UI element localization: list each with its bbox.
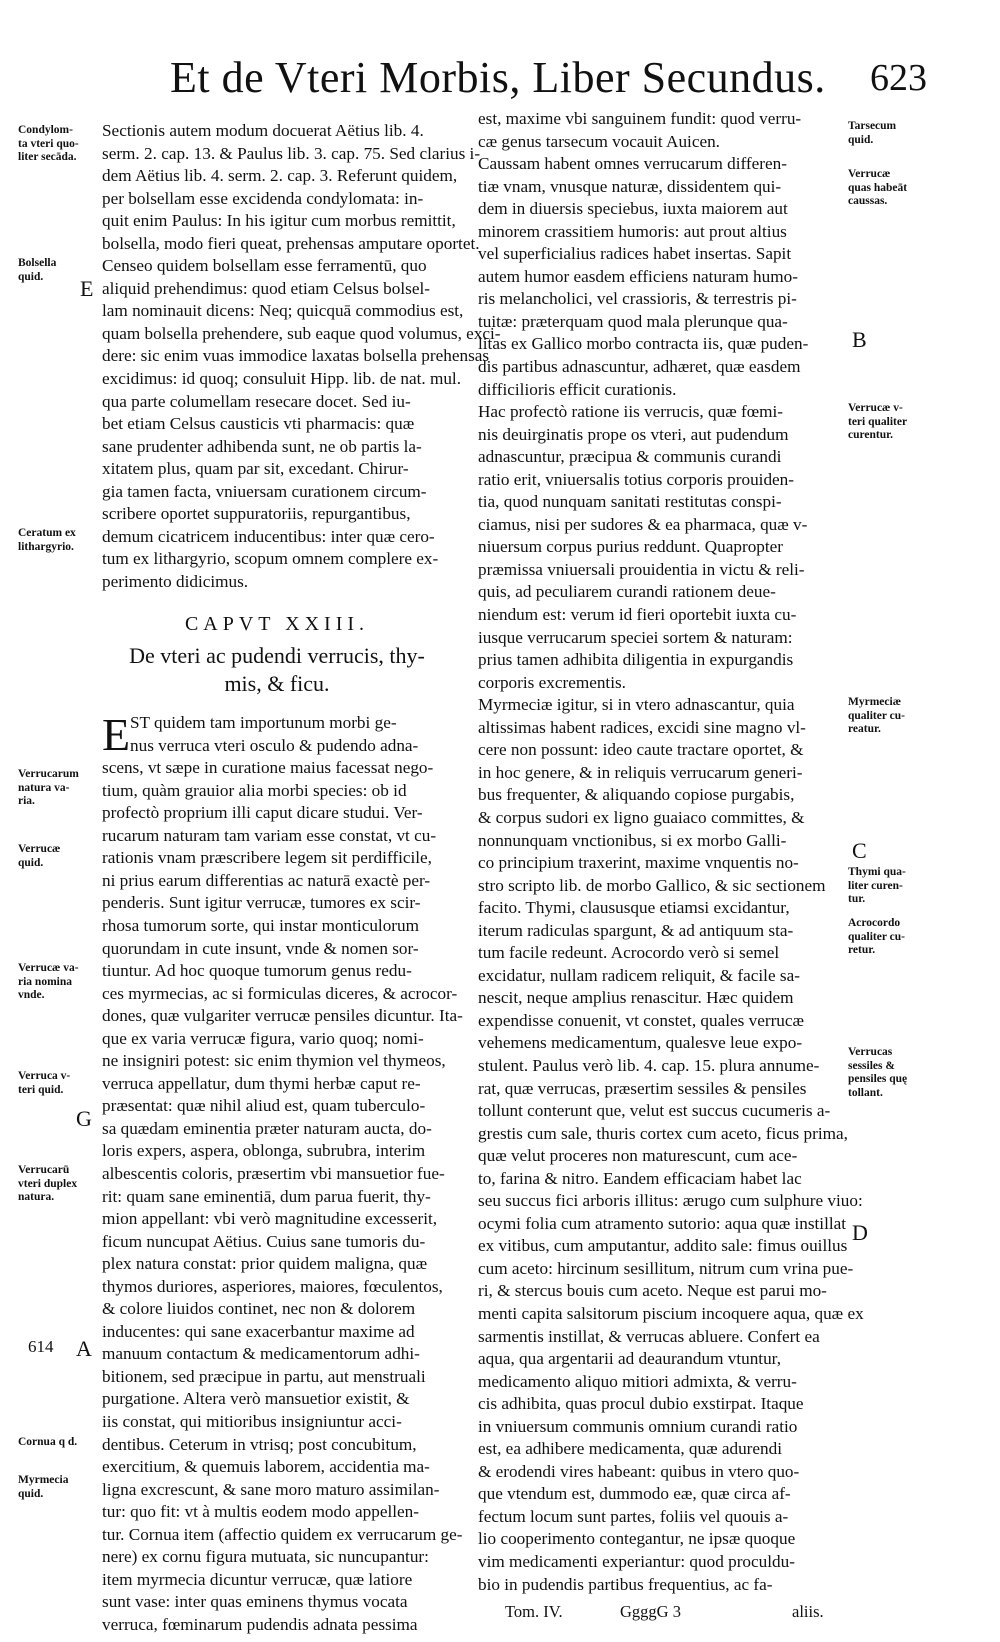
running-head	[170, 52, 970, 112]
text-line: xitatem plus, quam par sit, excedant. Chirur-	[102, 459, 409, 479]
text-line: ratio erit, vniuersalis totius corporis prouiden-	[478, 469, 794, 489]
margin-note-line: Acrocordo	[848, 917, 901, 929]
chapter-heading: CAPVT XXIII.	[184, 613, 370, 636]
text-line: tium, quàm grauior alia morbi species: ob id	[102, 780, 407, 800]
text-line: ces myrmecias, ac si formiculas diceres, & acrocor-	[102, 983, 458, 1003]
text-line: sa quædam eminentia præter naturam aucta, do-	[102, 1118, 432, 1138]
text-line: bio in pudendis partibus frequentius, ac fa-	[478, 1574, 773, 1594]
text-line: ficum nuncupat Aëtius. Cuius sane tumoris du-	[102, 1231, 426, 1251]
text-line: in hoc genere, & in reliquis verrucarum generi-	[478, 762, 803, 782]
text-line: medicamento aliquo mitiori admixta, & verru-	[478, 1371, 797, 1391]
margin-note-line: liter curen-	[848, 879, 903, 892]
margin-note-line: quas habeāt	[848, 181, 908, 194]
text-line: Myrmeciæ igitur, si in vtero adnascantur, quia	[478, 695, 795, 715]
text-line: tollunt conterunt que, velut est succus cucumeris a-	[478, 1101, 831, 1121]
text-line: expendisse conuenit, vt constet, quales verrucæ	[478, 1010, 804, 1030]
text-line: bet etiam Celsus causticis vti pharmacis: quæ	[102, 414, 415, 434]
text-line: dones, quæ vulgariter verrucæ pensiles dicuntur. Ita-	[102, 1006, 463, 1026]
margin-note-line: curentur.	[848, 429, 894, 441]
section-letter-g: G	[76, 1106, 92, 1131]
text-line: Sectionis autem modum docuerat Aëtius lib. 4.	[102, 121, 424, 140]
margin-note-thymi	[848, 866, 906, 907]
text-line: nis deuirginatis prope os vteri, aut pudendum	[478, 424, 789, 444]
text-line: inducentes: qui sane exacerbantur maxime ad	[102, 1321, 415, 1341]
text-line: penderis. Sunt igitur verrucæ, tumores ex scir-	[102, 893, 421, 913]
margin-note-line: quid.	[848, 133, 874, 146]
text-line: altissimas habent radices, excidi sine magno vl-	[478, 717, 806, 737]
text-line: grestis cum sale, thuris cortex cum aceto, ficus prima,	[478, 1123, 848, 1143]
margin-note-line: lithargyrio.	[18, 540, 74, 553]
text-line: præmissa vniuersali prouidentia in victu & reli-	[478, 559, 805, 579]
text-line: & colore liuidos continet, nec non & dolorem	[102, 1299, 416, 1319]
margin-note-line: Verrucæ v-	[848, 402, 903, 414]
text-line: ex vitibus, cum amputantur, addito sale: fimus ouillus	[478, 1236, 848, 1256]
section-letter-c: C	[852, 838, 867, 863]
text-line: quæ velut proceres non maturescunt, cum ace-	[478, 1146, 798, 1166]
text-line: co principium traxerint, maxime vnquentis no-	[478, 853, 799, 873]
margin-note-line: pensiles quę	[848, 1073, 908, 1085]
margin-note-line: tollant.	[848, 1086, 883, 1099]
margin-note-line: ria nomina	[18, 975, 72, 988]
text-line: facito. Thymi, claususque etiamsi excidantur,	[478, 898, 790, 918]
chapter-title-line: De vteri ac pudendi verrucis, thy-	[129, 643, 425, 669]
margin-note-line: ria.	[18, 795, 35, 807]
text-line: difficilioris efficit curationis.	[478, 379, 677, 399]
text-line: thymos duriores, asperiores, maiores, fœculentos,	[102, 1276, 443, 1296]
text-line: vim medicamenti experiantur: quod proculdu-	[478, 1552, 795, 1571]
text-line: purgatione. Altera verò mansuetior existit, &	[102, 1389, 410, 1409]
text-line: qua parte columellam resecare docet. Sed iu-	[102, 391, 411, 411]
margin-note-line: caussas.	[848, 195, 888, 207]
running-title: Et de Vteri Morbis, Liber Secundus.	[170, 53, 826, 102]
text-line: vel superficialius radices habet insertas. Sapit	[478, 244, 792, 264]
margin-note-line: teri quid.	[18, 1083, 64, 1096]
text-line: menti capita salsitorum piscium incoquere aqua, quæ ex	[478, 1303, 864, 1323]
margin-note-myrmeciae	[848, 696, 905, 737]
margin-note-line: reatur.	[848, 723, 881, 735]
margin-note-line: Tarsecum	[848, 120, 897, 132]
margin-note-verrucarum-duplex	[18, 1164, 77, 1205]
text-line: dere: sic enim vuas immodice laxatas bolsella prehensas	[102, 346, 490, 366]
text-line: item myrmecia dicuntur verrucæ, quæ latiore	[102, 1569, 413, 1589]
section-letter-e: E	[80, 276, 94, 301]
text-line: ni prius earum differentias ac naturā exactè per-	[102, 870, 431, 890]
text-line: ligna excrescunt, & sane moro maturo assimilan-	[102, 1479, 440, 1499]
text-line: aliquid prehendimus: quod etiam Celsus bolsel-	[102, 278, 430, 298]
text-line: est, maxime vbi sanguinem fundit: quod verru-	[478, 109, 802, 128]
margin-note-myrmecia	[18, 1474, 68, 1501]
margin-note-verrucae-causas	[848, 168, 907, 209]
margin-note-cornua	[18, 1436, 77, 1450]
text-line: plex natura constat: prior quidem maligna, quæ	[102, 1254, 428, 1274]
text-line: rucarum naturam tam variam esse constat, vt cu-	[102, 825, 437, 845]
margin-note-line: Verrucarū	[18, 1164, 70, 1176]
text-line: iusque verrucarum speciei sortem & naturam:	[478, 627, 793, 647]
margin-note-line: Verrucæ	[18, 843, 61, 855]
text-line: bitionem, sed præcipue in partu, aut menstruali	[102, 1366, 426, 1386]
text-line: tiæ vnam, vnusque naturæ, dissidentem qui-	[478, 176, 782, 196]
margin-note-line: tur.	[848, 893, 866, 905]
text-line: excidatur, nullam radicem reliquit, & facile sa-	[478, 965, 800, 985]
text-line: quit enim Paulus: In his igitur cum morbus remittit,	[102, 211, 456, 231]
text-line: litas ex Gallico morbo contracta iis, quæ puden-	[478, 334, 809, 354]
margin-note-verrucas-tollant	[848, 1046, 907, 1100]
text-line: quis, ad peculiarem curandi rationem deue-	[478, 582, 776, 602]
margin-note-condylomata	[18, 124, 79, 165]
text-line: manuum contactum & medicamentorum adhi-	[102, 1344, 420, 1364]
margin-note-line: Verrucæ va-	[18, 962, 79, 974]
text-line: tur: quo fit: vt à multis eodem modo appellen-	[102, 1502, 419, 1522]
text-line: cum aceto: hircinum sesillitum, nitrum cum vrina pue-	[478, 1258, 854, 1278]
text-line: sane prudenter adhibenda sunt, ne ob partis la-	[102, 436, 422, 456]
margin-note-bolsella	[18, 257, 56, 284]
text-line: corporis excrementis.	[478, 672, 626, 692]
text-line: fectum locum sunt partes, foliis vel quouis a-	[478, 1506, 789, 1526]
text-line: ocymi folia cum atramento sutorio: aqua quæ instillat	[478, 1213, 847, 1233]
text-line: gia tamen facta, vniuersam curationem circum-	[102, 481, 427, 501]
margin-note-line: ta vteri quo-	[18, 137, 79, 150]
text-line: tuitæ: præterquam quod mala plerunque qua-	[478, 311, 788, 331]
text-line: dis partibus adnascuntur, adhæret, quæ easdem	[478, 357, 801, 377]
text-line: in vniuersum communis omnium curandi ratio	[478, 1416, 798, 1436]
text-line: tum facile redeunt. Acrocordo verò si semel	[478, 943, 780, 963]
text-line: exercitium, & quemuis laborem, accidentia ma-	[102, 1457, 430, 1477]
margin-note-line: Condylom-	[18, 124, 73, 136]
text-line: seu succus fici arboris illitus: ærugo cum sulphure viuo:	[478, 1191, 863, 1211]
text-line: stro scripto lib. de morbo Gallico, & sic sectionem	[478, 875, 826, 895]
text-line: tur. Cornua item (affectio quidem ex verrucarum ge-	[102, 1524, 463, 1544]
margin-note-line: Verrucæ	[848, 168, 891, 180]
text-line: tiuntur. Ad hoc quoque tumorum genus redu-	[102, 961, 412, 981]
text-line: tum ex lithargyrio, scopum omnem complere ex-	[102, 549, 439, 569]
text-line: ris melancholici, vel crassioris, & terrestris pi-	[478, 289, 797, 309]
margin-note-line: Myrmecia	[18, 1474, 69, 1486]
margin-note-line: liter secāda.	[18, 151, 77, 163]
text-line: Caussam habent omnes verrucarum differen-	[478, 154, 787, 174]
text-line: rationis vnam præscribere legem sit perdifficile,	[102, 848, 432, 868]
text-line: nere) ex cornu figura mutuata, sic nuncupantur:	[102, 1547, 429, 1567]
text-line: adnascuntur, præcipua & communis curandi	[478, 447, 782, 467]
text-line: quorundam in cute insunt, vnde & nomen sor-	[102, 938, 419, 958]
chapter-body	[102, 709, 463, 1636]
left-column	[102, 120, 501, 1636]
text-line: est, ea adhibere medicamenta, quæ adurendi	[478, 1439, 782, 1459]
spacer	[102, 698, 452, 712]
margin-note-line: retur.	[848, 944, 876, 956]
text-line: sarmentis instillat, & verrucas abluere. Confert ea	[478, 1326, 820, 1346]
margin-note-line: Verruca v-	[18, 1070, 71, 1082]
text-line: cere non possunt: ideo caute tractare oportet, &	[478, 740, 804, 760]
margin-note-line: Ceratum ex	[18, 527, 76, 539]
margin-note-verrucae-quid	[18, 843, 60, 870]
drop-capital: E	[102, 709, 131, 761]
text-line: scens, vt sæpe in curatione maius facessat nego-	[102, 758, 434, 778]
text-line: bolsella, modo fieri queat, prehensas amputare oportet.	[102, 233, 480, 253]
margin-note-line: sessiles &	[848, 1059, 895, 1072]
text-line: demum cicatricem inducentibus: inter quæ cero-	[102, 526, 435, 546]
text-line: que ex varia verrucæ figura, vario quoq; nomi-	[102, 1028, 424, 1048]
text-line: rhosa tumorum sorte, qui instar monticulorum	[102, 915, 419, 935]
text-line: sunt vase: inter quas eminens thymus vocata	[102, 1592, 408, 1612]
signature-mark: GgggG 3	[620, 1602, 681, 1621]
chapter-title-line: mis, & ficu.	[224, 671, 330, 697]
text-line: autem humor easdem efficiens naturam humo-	[478, 266, 798, 286]
text-line: minorem crassitiem humoris: aut prout altius	[478, 221, 787, 241]
text-line: niendum est: verum id fieri oportebit iuxta cu-	[478, 605, 797, 625]
margin-note-line: Myrmeciæ	[848, 696, 901, 708]
text-line: Hac profectò ratione iis verrucis, quæ fœmi-	[478, 402, 783, 422]
text-line: tia, quod nunquam sanitati restitutas conspi-	[478, 492, 782, 512]
section-letter-d: D	[852, 1220, 868, 1245]
text-line: lio cooperimento contegantur, ne ipsæ quoque	[478, 1529, 796, 1549]
text-line: perimento didicimus.	[102, 571, 249, 591]
margin-note-verrucae-nomina	[18, 962, 79, 1003]
text-line: excidimus: id quoq; consuluit Hipp. lib. de nat. mul.	[102, 369, 461, 389]
text-line: profectò proprium illi caput dicare studui. Ver-	[102, 803, 423, 823]
margin-note-line: Verrucas	[848, 1046, 893, 1058]
text-line: rat, quæ verrucas, præsertim sessiles & pensiles	[478, 1078, 807, 1098]
margin-note-line: natura va-	[18, 781, 70, 794]
text-line: vehemens medicamentum, qualesve leue expo-	[478, 1033, 803, 1053]
text-line: quam bolsella prehendere, sub eaque quod volumus, exci-	[102, 323, 501, 343]
text-line: lam nominauit dicens: Neq; quicquā commodius est,	[102, 301, 464, 321]
text-line: aqua, qua argentarii ad deaurandum vtuntur,	[478, 1349, 782, 1369]
text-line: ciamus, nisi per sudores & ea pharmaca, quæ v-	[478, 514, 808, 534]
margin-note-ceratum	[18, 527, 76, 554]
text-line: iis constat, qui mitioribus insigniuntur acci-	[102, 1411, 402, 1431]
margin-note-line: vnde.	[18, 989, 45, 1001]
margin-note-line: qualiter cu-	[848, 930, 905, 943]
text-line: nonnunquam vnctionibus, si ex morbo Galli-	[478, 830, 787, 850]
text-line: dem Aëtius lib. 4. serm. 2. cap. 3. Referunt quidem,	[102, 166, 458, 186]
text-line: prius tamen adhibita diligentia in expurgandis	[478, 650, 794, 670]
text-line: dentibus. Ceterum in vtrisq; post concubitum,	[102, 1434, 417, 1454]
text-line: to, farina & nitro. Eandem efficaciam habet lac	[478, 1168, 802, 1188]
text-line: verruca, fœminarum pudendis adnata pessima	[102, 1614, 418, 1634]
text-line: stulent. Paulus verò lib. 4. cap. 15. plura annume-	[478, 1055, 820, 1075]
margin-note-line: Thymi qua-	[848, 866, 906, 878]
margin-note-acrocordo	[848, 917, 905, 958]
text-line: nus verruca vteri osculo & pudendo adna-	[130, 735, 419, 755]
text-line: cæ genus tarsecum vocauit Auicen.	[478, 131, 720, 151]
text-line: loris expers, aspera, oblonga, subrubra, interim	[102, 1141, 426, 1161]
text-line: mion appellant: vbi verò magnitudine excesserit,	[102, 1209, 438, 1229]
margin-note-line: teri qualiter	[848, 415, 908, 428]
text-line: rit: quam sane eminentiā, dum parua fuerit, thy-	[102, 1186, 431, 1206]
text-line: serm. 2. cap. 13. & Paulus lib. 3. cap. 75. Sed clarius i-	[102, 143, 481, 163]
section-letter-b: B	[852, 327, 867, 352]
text-line: ne insigniri potest: sic enim thymion vel thymeos,	[102, 1051, 446, 1071]
text-line: per bolsellam esse excidenda condylomata: in-	[102, 188, 424, 208]
text-line: nescit, neque amplius renascitur. Hæc quidem	[478, 988, 794, 1008]
margin-note-line: quid.	[18, 856, 44, 869]
margin-note-verrucae-curentur	[848, 402, 907, 443]
page-number-614: 614	[28, 1337, 54, 1356]
text-line: cis adhibita, quas procul dubio exstirpat. Itaque	[478, 1394, 804, 1414]
text-line: que vtendum est, dummodo eæ, quæ circa af-	[478, 1484, 791, 1504]
text-line: scribere oportet suppuratoriis, repurgantibus,	[102, 504, 411, 524]
text-line: & erodendi vires habeant: quibus in vtero quo-	[478, 1461, 800, 1481]
margin-note-line: Bolsella	[18, 257, 57, 269]
margin-note-verruca-teri	[18, 1070, 70, 1097]
tome-label: Tom. IV.	[505, 1602, 563, 1621]
margin-note-line: quid.	[18, 270, 44, 283]
catchword: aliis.	[792, 1602, 824, 1621]
folio-number: 623	[870, 57, 927, 99]
margin-note-line: qualiter cu-	[848, 709, 905, 722]
text-line: dem in diuersis speciebus, iuxta maiorem aut	[478, 199, 788, 219]
margin-note-line: natura.	[18, 1191, 55, 1203]
text-line: præsentat: quæ nihil aliud est, quam tuberculo-	[102, 1096, 426, 1116]
margin-note-line: Cornua q d.	[18, 1436, 78, 1448]
text-line: ri, & stercus bouis cum aceto. Neque est parui mo-	[478, 1281, 827, 1301]
section-letter-a: A	[76, 1336, 92, 1361]
margin-note-line: quid.	[18, 1487, 44, 1500]
text-line: niuersum corpus purius reddunt. Quapropter	[478, 537, 784, 557]
text-line: bus frequenter, & aliquando copiose purgabis,	[478, 785, 795, 805]
text-line: ST quidem tam importunum morbi ge-	[130, 713, 397, 733]
margin-note-verrucarum-natura	[18, 768, 79, 809]
text-line: Censeo quidem bolsellam esse ferramentū, quo	[102, 256, 427, 276]
text-line: iterum radiculas spargunt, & ad antiquum sta-	[478, 920, 794, 940]
margin-note-line: Verrucarum	[18, 768, 79, 780]
text-line: albescentis coloris, præsertim vbi mansuetior fue-	[102, 1163, 445, 1183]
margin-note-tarsecum	[848, 120, 896, 147]
text-line: & corpus sudori ex ligno guaiaco committes, &	[478, 807, 805, 827]
margin-note-line: vteri duplex	[18, 1177, 78, 1190]
text-line: verruca appellatur, dum thymi herbæ caput re-	[102, 1073, 421, 1093]
